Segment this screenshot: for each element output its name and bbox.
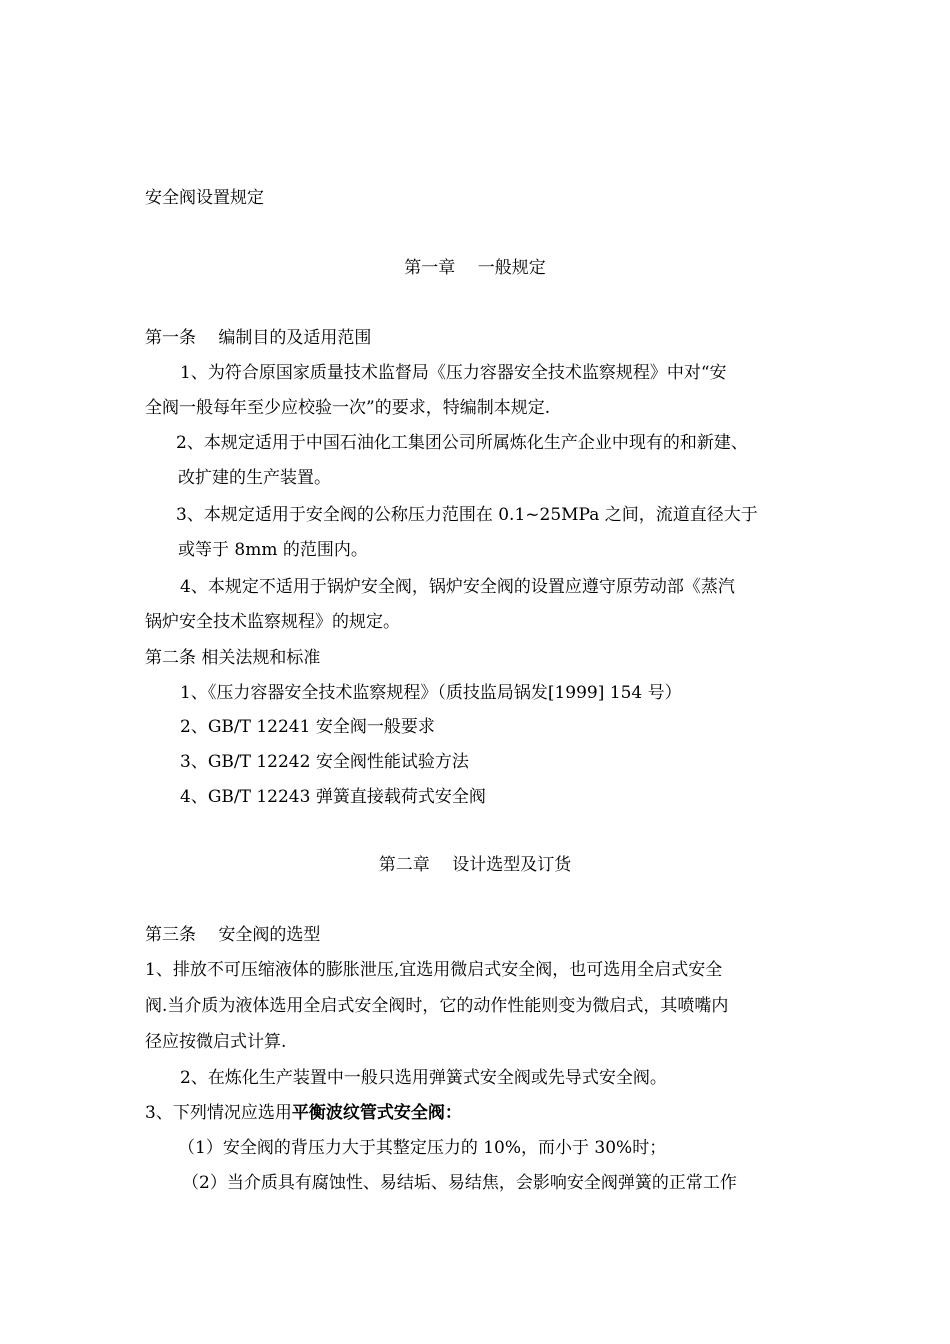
article-2-item-3: 3、GB/T 12242 安全阀性能试验方法	[180, 752, 469, 772]
article-2-item-1: 1、《压力容器安全技术监察规程》（质技监局锅发[1999] 154 号）	[180, 683, 682, 703]
article-1-item-1-line-2: 全阀一般每年至少应校验一次”的要求，特编制本规定.	[145, 398, 551, 418]
article-1-item-3-line-2: 或等于 8mm 的范围内。	[178, 540, 368, 560]
article-3-item-1-line-1: 1、排放不可压缩液体的膨胀泄压,宜选用微启式安全阀，也可选用全启式安全	[145, 960, 723, 980]
article-1-item-1-line-1: 1、为符合原国家质量技术监督局《压力容器安全技术监察规程》中对“安	[180, 363, 727, 383]
article-2-item-4: 4、GB/T 12243 弹簧直接载荷式安全阀	[180, 787, 486, 807]
article-1-item-4-line-2: 锅炉安全技术监察规程》的规定。	[145, 612, 400, 632]
article-1-item-4-line-1: 4、本规定不适用于锅炉安全阀，锅炉安全阀的设置应遵守原劳动部《蒸汽	[180, 577, 735, 597]
article-3-item-3-emphasis: 平衡波纹管式安全阀：	[291, 1103, 462, 1123]
article-1-heading: 第一条 编制目的及适用范围	[145, 328, 372, 348]
article-1-item-2-line-1: 2、本规定适用于中国石油化工集团公司所属炼化生产企业中现有的和新建、	[176, 433, 748, 453]
document-title: 安全阀设置规定	[145, 188, 264, 208]
chapter-1-heading: 第一章 一般规定	[404, 258, 546, 278]
article-2-heading: 第二条 相关法规和标准	[145, 648, 321, 668]
chapter-2-heading: 第二章 设计选型及订货	[378, 855, 572, 875]
article-3-item-3-prefix: 3、下列情况应选用	[145, 1103, 292, 1123]
article-3-heading: 第三条 安全阀的选型	[145, 925, 321, 945]
article-1-item-2-line-2: 改扩建的生产装置。	[178, 468, 331, 488]
article-3-item-2: 2、在炼化生产装置中一般只选用弹簧式安全阀或先导式安全阀。	[180, 1068, 667, 1088]
article-2-item-2: 2、GB/T 12241 安全阀一般要求	[180, 717, 435, 737]
article-3-sub-item-1: （1）安全阀的背压力大于其整定压力的 10%，而小于 30%时；	[178, 1138, 667, 1158]
article-3-item-1-line-2: 阀.当介质为液体选用全启式安全阀时，它的动作性能则变为微启式，其喷嘴内	[145, 996, 729, 1016]
article-3-item-1-line-3: 径应按微启式计算.	[145, 1032, 287, 1052]
article-1-item-3-line-1: 3、本规定适用于安全阀的公称压力范围在 0.1~25MPa 之间，流道直径大于	[176, 505, 758, 525]
article-3-sub-item-2: （2）当介质具有腐蚀性、易结垢、易结焦，会影响安全阀弹簧的正常工作	[182, 1173, 737, 1193]
article-3-item-3	[145, 1101, 462, 1125]
